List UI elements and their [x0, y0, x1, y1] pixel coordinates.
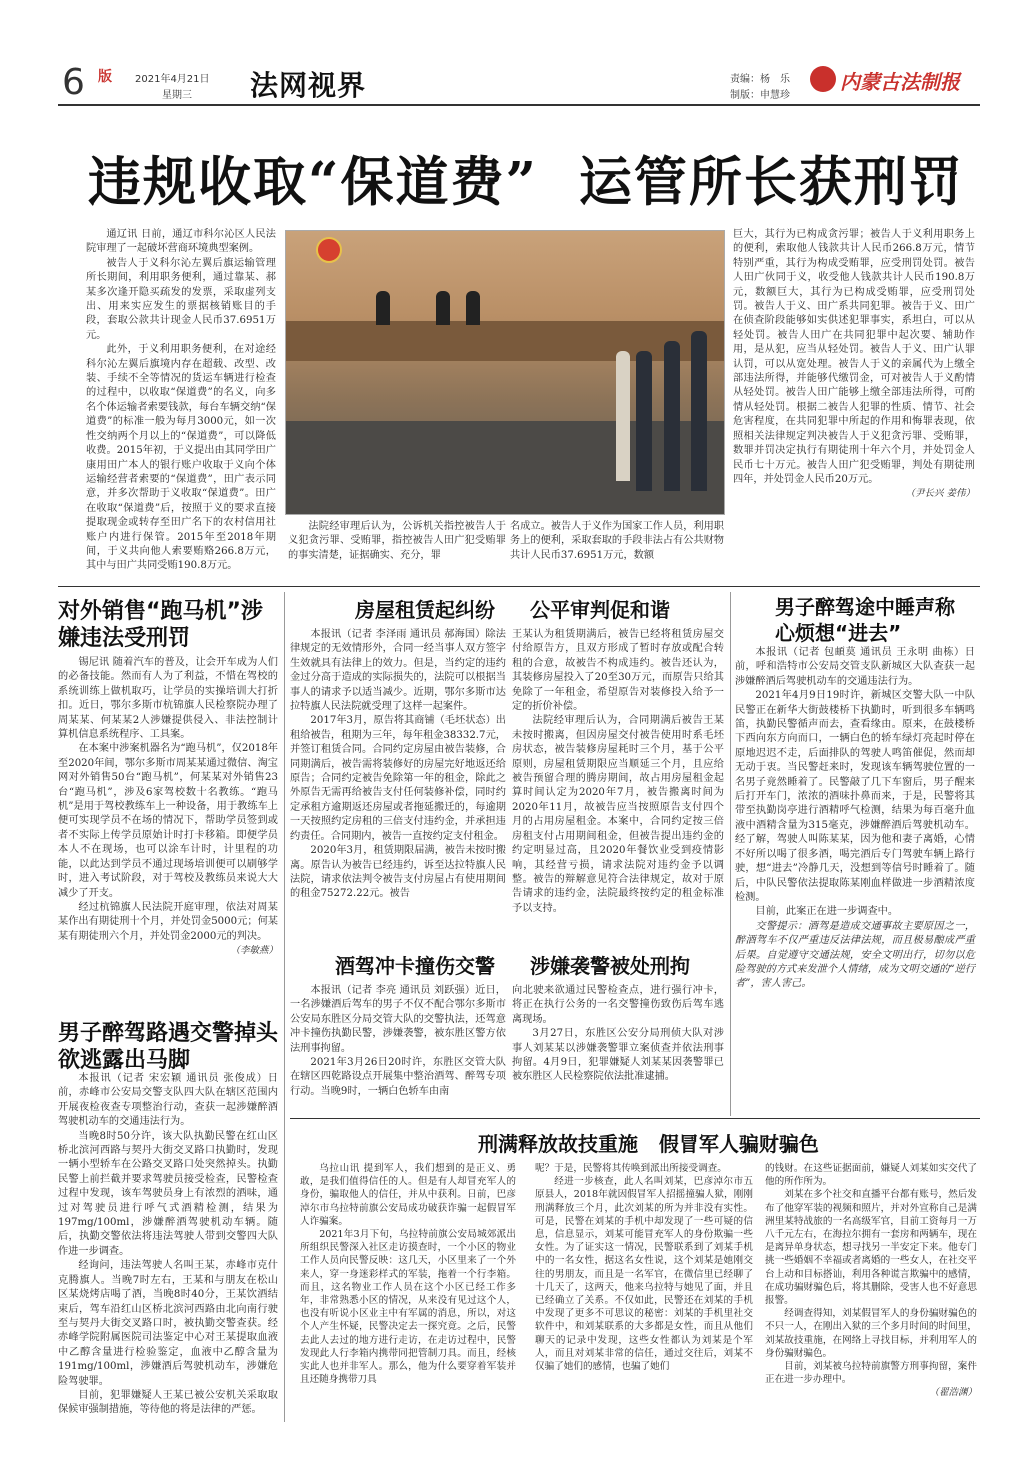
paragraph: 2021年4月9日19时许，新城区交警大队一中队民警正在新华大街鼓楼桥下执勤时，听到很多车辆鸣笛，执勤民警循声而去，查看缘由。原来，在鼓楼桥下西向东方向而口，一辆白色的轿车绿灯亮起时停在原地迟迟不走，后面排队的驾驶人鸣笛催促，然而却无动于衷。当民警赶来时，发现该车辆驾驶位置的一名男子竟然睡着了。民警敲了几下车窗后，男子醒来后打开车门，浓浓的酒味扑鼻而来，于是，民警将其带至执勤岗亭进行酒精呼气检测，结果为每百毫升血液中酒精含量为315毫克，涉嫌醉酒后驾驶机动车。经了解，驾驶人叫陈某某，因为他和妻子离婚，心情不好所以喝了很多酒，喝完酒后专门驾驶车辆上路行驶，想“进去”冷静几天，没想到等信号时睡着了。随后，中队民警依法提取陈某刚血样做进一步酒精浓度检测。 — [735, 690, 975, 903]
page-number-box — [58, 64, 128, 104]
issue-date: 2021年4月21日 — [135, 74, 210, 85]
main-article-caption-b — [510, 520, 724, 563]
article-title-drunk-ram: 酒驾冲卡撞伤交警 — [335, 954, 495, 978]
paragraph: 在本案中涉案机器名为“跑马机”，仅2018年至2020年间，鄂尔多斯市周某某通过微信、淘宝网对外销售50台“跑马机”，何某某对外销售23台“跑马机”，涉及6家驾校数十名教练。“跑马机”是用于驾校教练车上一种设备，用于教练车上便可实现学员不在场的情况下，帮助学员签到或者不实际上传学员原始计时打卡移箱。即便学员本人不在现场，也可以涂车计时，计里程的功能，以此达到学员不通过现场培训便可以刷够学时，进入考试阶段，对于驾校及教练员来说大大减少了开支。 — [58, 743, 278, 899]
main-headline: 违规收取“保道费” 运管所长获刑罚 — [88, 151, 964, 213]
section-rule — [58, 586, 980, 587]
paragraph: 经过杭锦旗人民法院开庭审理，依法对周某某作出有期徒刑十个月，并处罚金5000元；何某某有期徒刑六个月，并处罚金2000元的判决。 — [58, 901, 278, 942]
main-article-caption-a — [288, 520, 506, 563]
paragraph: 2017年3月，原告将其商铺（毛坯状态）出租给被告，租期为三年，每年租金38332.7元，并签订租赁合同。合同约定房屋由被告装修，合同期满后，被告需将装修好的房屋完好地返还给原告；合同约定被告免除第一年的租金，除此之外原告无需再给被告支付任何装修补偿，同时约定承租方逾期返还房屋或者拖延搬迁的，每逾期一天按照约定房租的三倍支付违约金，并承担违约责任。合同期内，被告一直按约定支付租金。 — [290, 715, 506, 842]
officer-figure — [664, 341, 680, 491]
column-divider — [730, 592, 731, 1116]
section-title: 法网视界 — [250, 69, 367, 102]
officer-figure — [691, 331, 707, 491]
main-signature: （尹长兴 姜伟） — [905, 488, 975, 500]
officer-figure — [636, 351, 652, 491]
paragraph: 向北驶来欲通过民警检查点，进行强行冲卡，将正在执行公务的一名交警撞伤致伤后驾车逃离现场。 — [512, 985, 724, 1025]
judge-figure — [436, 291, 450, 325]
paragraph: 刘某在多个社交和直播平台都有账号，然后发布了他穿军装的视频和照片，并对外宣称自己是满洲里某特战旅的一名高级军官，目前工资每月一万八千元左右，在海拉尔拥有一套房和两辆车，现在是离异单身状态，想寻找另一半安定下来。他专门挑一些婚姻不幸福或者离婚的一些女人，在社交平台上动和目标搭讪，利用各种谎言欺骗中的感情，在成功骗财骗色后，将其删除，受害人也不好意思报警。 — [765, 1189, 977, 1307]
article-body-drunk-ram-col-b — [512, 984, 724, 1085]
courtroom-photo — [285, 230, 725, 515]
paragraph: 呢？于是，民警将其传唤到派出所接受调查。 — [535, 1163, 727, 1174]
paragraph: 此外，于义利用职务便利，在对途经科尔沁左翼后旗境内存在超载、改型、改装、手续不全等情况的货运车辆进行检查的过程中，以收取“保道费”的名义，向多名个体运输者索要钱款，每台车辆交纳“保道费”的标准一般为每月3000元，如一次性交纳两个月以上的“保道费”，可以降低收费。2015年初，于义提出由其同学田广康用田广本人的银行账户收取于义向个体运输经营者索要的“保道费”，田广表示同意，并多次帮助于义收取“保道费”。田广在收取“保道费”后，按照于义的要求直接提取现金或转存至田广名下的农村信用社账户内进行保管。2015年至2018年期间，于义共向他人索要贿赂266.8万元，其中与田广共同受贿190.8万元。 — [86, 344, 276, 572]
article-body-fake-soldier-col-a — [300, 1162, 516, 1386]
main-article-col-right — [733, 228, 975, 502]
article-title-assault-detained: 涉嫌袭警被处刑拘 — [530, 954, 690, 978]
article-title-drunk-sleep: 男子醉驾途中睡声称心烦想“进去” — [775, 595, 955, 645]
article-title-fair-trial: 公平审判促和谐 — [530, 598, 670, 622]
paragraph: 的钱财。在这些证据面前，嫌疑人刘某如实交代了他的所作所为。 — [765, 1163, 977, 1188]
paragraph: 被告人于义科尔沁左翼后旗运输管理所长期间，利用职务便利，通过靠某、郝某多次逢开隐买疏发的发票，采取虚列支出、用来实应发生的票据核销账目的手段，套取公款共计现金人民币37.6951万元。 — [86, 257, 276, 341]
article-body-fake-soldier-col-c — [765, 1162, 977, 1400]
paragraph: 法院经审理后认为，合同期满后被告王某未按时搬离，但因房屋交付被告使用时系毛坯房状态，被告装修房屋耗时三个月，基于公平原则，房屋租赁期限应当顺延三个月，且应给被告预留合理的腾房期间，故占用房屋租金起算时间认定为2020年7月，被告搬离时间为2020年11月，故被告应当按照原告支付四个月的占用房屋租金。本案中，合同约定按三倍房租支付占用期间租金，但被告提出违约金的约定明显过高，且2020年餐饮业受到疫情影响，其经营亏损，请求法院对违约金予以调整。被告的辩解意见符合法律规定，故对于原告请求的违约金，法院最终按约定的租金标准予以支持。 — [512, 715, 724, 914]
editor-credit: 责编：杨 乐 — [730, 74, 790, 85]
article-body-lease-col-b — [512, 628, 724, 916]
paragraph: 目前，犯罪嫌疑人王某已被公安机关采取取保候审强制措施，等待他的将是法律的严惩。 — [58, 1389, 278, 1416]
main-article-col1 — [86, 228, 276, 574]
paragraph: 法院经审理后认为，公诉机关指控被告人于义犯贪污罪、受贿罪，指控被告人田广犯受贿罪的事实清楚，证据确实、充分，罪 — [288, 521, 506, 561]
column-divider — [284, 592, 285, 1422]
paragraph: 本报讯（记者 包頔莫 通讯员 王永明 曲栋）日前，呼和浩特市公安局交管支队新城区大队查获一起涉嫌醉酒后驾驶机动车的交通违法行为。 — [735, 647, 975, 687]
article-body-lease-col-a — [290, 628, 506, 902]
article-body-drunk-ram-col-a — [290, 984, 506, 1099]
article-title-lease-dispute: 房屋租赁起纠纷 — [355, 598, 495, 622]
article-body-drunk-escape — [58, 1072, 278, 1418]
paragraph: 2020年3月，租赁期限届满，被告未按时搬离。原告认为被告已经违约，诉至达拉特旗人民法院，请求依法判令被告支付房屋占有使用期间的租金75272.22元。被告 — [290, 845, 506, 900]
article-body-fake-soldier-col-b — [535, 1162, 753, 1373]
article-title-sale-device: 对外销售“跑马机”涉嫌违法受刑罚 — [58, 599, 263, 651]
judge-figure — [466, 291, 480, 325]
producer-credit: 制版：申慧珍 — [730, 90, 790, 101]
section-rule — [290, 1118, 980, 1119]
paragraph: 当晚8时50分许，该大队执勤民警在红山区桥北滨河西路与契丹大街交叉路口执勤时，发现一辆小型轿车在公路交叉路口处突然掉头。执勤民警上前拦截并要求驾驶员接受检查，民警检查过程中发现，该车驾驶员身上有浓烈的酒味，通过对驾驶员进行呼气式酒精检测，结果为197mg/100ml，涉嫌醉酒驾驶机动车辆。随后，执勤交警依法将违法驾驶人带到交警四大队作进一步调查。 — [58, 1130, 278, 1257]
ban-label: 版 — [98, 69, 112, 85]
paragraph: 本报讯（记者 宋宏颖 通讯员 张俊成）日前，赤峰市公安局交警支队四大队在辖区范围内开展夜检夜查专项整治行动，查获一起涉嫌醉酒驾驶机动车的交通违法行为。 — [58, 1073, 278, 1128]
paper-name: 内蒙古法制报 — [840, 70, 960, 94]
article-body-sale-device — [58, 656, 278, 959]
issue-weekday: 星期三 — [162, 90, 192, 101]
paragraph: 巨大，其行为已构成贪污罪；被告人于义利用职务上的便利，索取他人钱款共计人民币266.8万元，情节特别严重，其行为构成受贿罪，应受刑罚处罚。被告人田广伙同于义，收受他人钱款共计人民币190.8万元，数额巨大，其行为已构成受贿罪，应受刑罚处罚。被告人于义、田广系共同犯罪。被告于义、田广在侦查阶段能够如实供述犯罪事实，系坦白，可以从轻处罚。被告人田广在共同犯罪中起次要、辅助作用，是从犯，应当从轻处罚。被告人于义、田广认罪认罚，可以从宽处理。被告人于义的亲属代为上缴全部违法所得，并能够代缴罚金，可对被告人于义酌情从轻处罚。被告人田广能够上缴全部违法所得，可酌情从轻处罚。根据二被告人犯罪的性质、情节、社会危害程度，在共同犯罪中所起的作用和悔罪表现，依照相关法律规定判决被告人于义犯贪污罪、受贿罪，数罪并罚决定执行有期徒刑十年六个月，并处罚金人民币七十万元。被告人田广犯受贿罪，判处有期徒刑四年，并处罚金人民币20万元。 — [733, 229, 975, 485]
court-bench — [286, 321, 725, 361]
page-number: 6 — [62, 62, 85, 103]
paragraph: 3月27日，东胜区公安分局刑侦大队对涉事人刘某某以涉嫌袭警罪立案侦查并依法刑事拘留。4月9日，犯罪嫌疑人刘某某因袭警罪已被东胜区人民检察院依法批准逮捕。 — [512, 1028, 724, 1083]
paragraph: 2021年3月下旬，乌拉特前旗公安局城郊派出所组织民警深入社区走访摸查时，一个小区的物业工作人员向民警反映：这几天，小区里来了一个外来人，穿一身迷彩样式的军装，拖着一个行李箱。而且，这名物业工作人员在这个小区已经工作多年，非常熟悉小区的情况，从来没有见过这个人，也没有听说小区业主中有军属的消息，所以，对这个人产生怀疑，民警决定去一探究竟。之后，民警去此人去过的地方进行走访，在走访过程中，民警发现此人行李箱内携带同把管制刀具。而且，经核实此人也并非军人。那么，他为什么要穿着军装并且还随身携带刀具 — [300, 1229, 516, 1386]
traffic-tip: 交警提示：酒驾是造成交通事故主要原因之一，醉酒驾车不仅严重违反法律法规，而且极易酿成严重后果。自觉遵守交通法规，安全文明出行，切勿以危险驾驶的方式来发泄个人情绪，成为文明交通的“逆行者”，害人害己。 — [735, 920, 975, 990]
paragraph: 2021年3月26日20时许，东胜区交管大队在辖区四乾路设点开展集中整治酒驾、醉驾专项行动。当晚9时，一辆白色轿车由南 — [290, 1057, 506, 1097]
paragraph: 经询问，违法驾驶人名叫王某，赤峰市克什克腾旗人。当晚7时左右，王某和与朋友在松山区某烧烤店喝了酒，当晚8时40分，王某饮酒结束后，驾车沿红山区桥北滨河西路由北向南行驶至与契丹大街交叉路口时，被执勤交警查获。经赤峰学院附属医院司法鉴定中心对王某提取血液中乙醇含量进行检验鉴定，血液中乙醇含量为191mg/100ml，涉嫌酒后驾驶机动车，涉嫌危险驾驶罪。 — [58, 1260, 278, 1387]
paragraph: 名成立。被告人于义作为国家工作人员，利用职务上的便利，采取套取的手段非法占有公共财物共计人民币37.6951万元，数额 — [510, 521, 724, 561]
paragraph: 目前，刘某被乌拉特前旗警方刑事拘留，案件正在进一步办理中。 — [765, 1361, 977, 1386]
paragraph: 本报讯（记者 李泽雨 通讯员 郝海国）除法律规定的无效情形外，合同一经当事人双方签字生效就具有法律上的效力。但是，当约定的违约金过分高于造成的实际损失的，法院可以根据当事人的请求予以适当减少。近期，鄂尔多斯市达拉特旗人民法院就受理了这样一起案件。 — [290, 629, 506, 713]
defendant-figure — [616, 351, 630, 481]
article-signature: （李敏燕） — [230, 945, 278, 957]
article-title-fake-soldier: 刑满释放故技重施 假冒军人骗财骗色 — [478, 1132, 819, 1156]
masthead-rule — [58, 104, 980, 106]
article-body-drunk-sleep — [735, 646, 975, 992]
court-floor — [286, 421, 725, 515]
paragraph: 经调查得知，刘某假冒军人的身份骗财骗色的不只一人，在刚出入狱的三个多月时间的时间里，刘某故技重施，在网络上寻找目标，并利用军人的身份骗财骗色。 — [765, 1308, 977, 1359]
newspaper-logo — [810, 64, 980, 98]
article-signature: （翟浩渊） — [929, 1387, 977, 1399]
paragraph: 锡尼讯 随着汽车的普及，让会开车成为人们的必备技能。然而有人为了利益，不惜在驾校的系统训练上做机取巧，让学员的实操培训大打折扣。近日，鄂尔多斯市杭锦旗人民检察院办理了周某某、何某某2人涉嫌提供侵入、非法控制计算机信息系统程序、工具案。 — [58, 657, 278, 741]
paragraph: 乌拉山讯 提到军人，我们想到的是正义、勇敢，是我们值得信任的人。但是有人却冒充军人的身份，骗取他人的信任，并从中获利。日前，巴彦淖尔市乌拉特前旗公安局成功破获诈骗一起假冒军人诈骗案。 — [300, 1163, 516, 1227]
paragraph: 经进一步核查，此人名叫刘某，巴彦淖尔市五原县人，2018年就因假冒军人招摇撞骗人狱，刚刚刑满释放三个月，此次刘某的所为并非没有实性。可是，民警在刘某的手机中却发现了一些可疑的信息，信息显示，刘某可能冒充军人的身份欺骗一些女性。为了证实这一情况，民警联系到了刘某手机中的一名女性，据这名女性说，这个刘某是她刚交往的男朋友，而且是一名军官，在微信里已经聊了十几天了，这两天，他来乌拉特与她见了面，并且已经确立了关系。不仅如此，民警还在刘某的手机中发现了更多不可思议的秘密：刘某的手机里社交软件中，和刘某联系的大多都是女性，而且从他们聊天的记录中发现，这些女性都认为刘某是个军人，而且对刘某非常的信任，通过交往后，刘某不仅骗了她们的感情，也骗了她们 — [535, 1176, 753, 1373]
article-title-drunk-escape: 男子醉驾路遇交警掉头欲逃露出马脚 — [58, 1021, 279, 1073]
paragraph: 目前，此案正在进一步调查中。 — [755, 906, 899, 918]
judge-figure — [376, 291, 390, 325]
paragraph: 本报讯（记者 李亮 通讯员 刘跃强）近日，一名涉嫌酒后驾车的男子不仅不配合鄂尔多斯市公安局东胜区分局交管大队的交警执法，还驾意冲卡撞伤执勤民警，涉嫌袭警，被东胜区警方依法刑事拘留。 — [290, 985, 506, 1054]
paragraph: 通辽讯 日前，通辽市科尔沁区人民法院审理了一起破坏营商环境典型案例。 — [86, 229, 276, 255]
logo-mark-icon — [810, 66, 836, 92]
emblem-icon — [316, 237, 342, 263]
paragraph: 王某认为租赁期满后，被告已经将租赁房屋交付给原告方，且双方形成了暂时存放或配合转租的合意，故被告不构成违约。被告还认为，其装修房屋投入了20至30万元，而原告只给其免除了一年租金，希望原告对装修投入给予一定的折价补偿。 — [512, 629, 724, 713]
